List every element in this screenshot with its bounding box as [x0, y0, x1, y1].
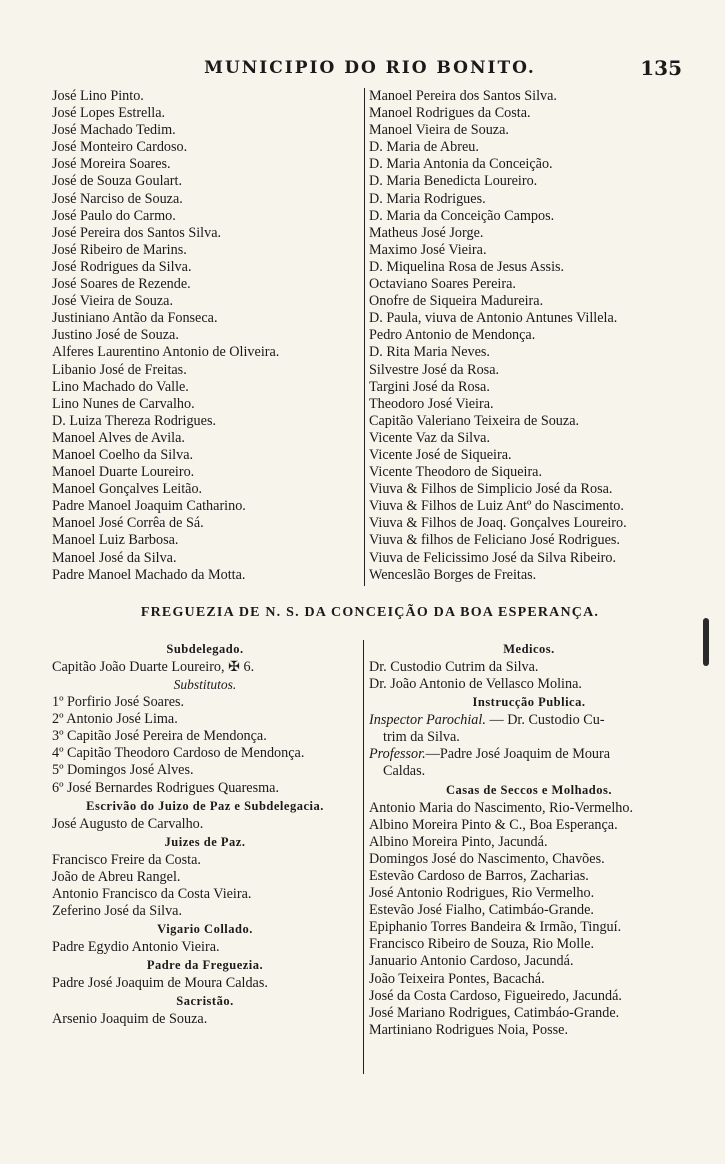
substituto-item: 6º José Bernardes Rodrigues Quaresma. — [52, 779, 280, 796]
list-item: D. Miquelina Rosa de Jesus Assis. — [369, 258, 565, 275]
list-item: Padre Manoel Machado da Motta. — [52, 566, 246, 583]
list-item: D. Maria de Abreu. — [369, 139, 479, 156]
substituto-item: 5º Domingos José Alves. — [52, 762, 194, 779]
juiz-item: Francisco Freire da Costa. — [52, 851, 201, 868]
escrivao-name: José Augusto de Carvalho. — [52, 815, 204, 832]
subdelegado-heading: Subdelegado. — [166, 642, 244, 656]
casa-item: Domingos José do Nascimento, Chavões. — [369, 850, 605, 867]
list-item: Vicente Theodoro de Siqueira. — [369, 464, 543, 481]
list-item: Manoel José Corrêa de Sá. — [52, 515, 204, 532]
casa-item: Antonio Maria do Nascimento, Rio-Vermelho. — [369, 799, 633, 816]
medicos-list — [369, 659, 689, 693]
list-item: José Monteiro Cardoso. — [52, 139, 188, 156]
list-item: Pedro Antonio de Mendonça. — [369, 327, 536, 344]
casa-item: Albino Moreira Pinto, Jacundá. — [369, 833, 548, 850]
professor-label: Professor. — [369, 746, 426, 763]
list-item: José Narciso de Souza. — [52, 190, 183, 207]
professor-entry — [369, 746, 689, 763]
page-number: 135 — [640, 56, 682, 80]
vigario-name: Padre Egydio Antonio Vieira. — [52, 939, 220, 956]
vigario-heading: Vigario Collado. — [157, 922, 253, 937]
substituto-item: 2º Antonio José Lima. — [52, 711, 178, 728]
casa-item: Epiphanio Torres Bandeira & Irmão, Tinguí. — [369, 919, 622, 936]
list-item: José Ribeiro de Marins. — [52, 241, 187, 258]
list-item: D. Rita Maria Neves. — [369, 344, 490, 361]
list-item: José Lino Pinto. — [52, 88, 144, 104]
left-name-column — [52, 88, 362, 584]
casa-item: Estevão Cardoso de Barros, Zacharias. — [369, 867, 589, 884]
list-item: Viuva & filhos de Feliciano José Rodrigues. — [369, 532, 620, 549]
medico-item: Dr. João Antonio de Vellasco Molina. — [369, 676, 582, 693]
list-item: Manoel José da Silva. — [52, 549, 177, 566]
substitutos-heading: Substitutos. — [173, 677, 237, 693]
list-item: José Lopes Estrella. — [52, 105, 166, 122]
list-item: Manoel Rodrigues da Costa. — [369, 105, 531, 122]
list-item: Maximo José Vieira. — [369, 241, 487, 258]
casas-heading: Casas de Seccos e Molhados. — [446, 782, 612, 797]
casa-item: Januario Antonio Cardoso, Jacundá. — [369, 953, 574, 970]
list-item: José Paulo do Carmo. — [52, 207, 176, 224]
inspector-entry — [369, 712, 689, 729]
list-item: Vicente José de Siqueira. — [369, 446, 512, 463]
page-header — [50, 58, 690, 82]
juizes-list — [52, 852, 358, 920]
list-item: Viuva & Filhos de Simplicio José da Rosa. — [369, 481, 613, 498]
substituto-item: 4º Capitão Theodoro Cardoso de Mendonça. — [52, 745, 305, 762]
list-item: Manoel Pereira dos Santos Silva. — [369, 88, 557, 104]
section-left-column — [52, 640, 358, 1028]
professor-continuation: Caldas. — [383, 763, 426, 780]
casa-item: Albino Moreira Pinto & C., Boa Esperança. — [369, 816, 618, 833]
juiz-item: Antonio Francisco da Costa Vieira. — [52, 885, 252, 902]
list-item: Padre Manoel Joaquim Catharino. — [52, 498, 246, 515]
list-item: Capitão Valeriano Teixeira de Souza. — [369, 412, 580, 429]
inspector-text: — Dr. Custodio Cu- — [489, 712, 605, 729]
list-item: Viuva de Felicissimo José da Silva Ribeiro. — [369, 549, 617, 566]
medico-item: Dr. Custodio Cutrim da Silva. — [369, 659, 539, 675]
list-item: D. Maria Antonia da Conceição. — [369, 156, 553, 173]
list-item: Octaviano Soares Pereira. — [369, 276, 516, 293]
section-right-column — [369, 640, 689, 1039]
list-item: Manoel Coelho da Silva. — [52, 446, 194, 463]
list-item: Manoel Vieira de Souza. — [369, 122, 509, 139]
list-item: Justiniano Antão da Fonseca. — [52, 310, 218, 327]
substitutos-list — [52, 694, 358, 797]
professor-text: —Padre José Joaquim de Moura — [425, 746, 611, 763]
ink-mark — [703, 618, 709, 666]
medicos-heading: Medicos. — [503, 642, 555, 656]
list-item: Vicente Vaz da Silva. — [369, 429, 491, 446]
right-name-column — [369, 88, 689, 584]
casa-item: José Mariano Rodrigues, Catimbáo-Grande. — [369, 1004, 620, 1021]
instrucao-heading: Instrucção Publica. — [472, 695, 586, 710]
inspector-label: Inspector Parochial. — [369, 712, 486, 729]
casa-item: Francisco Ribeiro de Souza, Rio Molle. — [369, 936, 594, 953]
inspector-continuation: trim da Silva. — [383, 729, 460, 746]
casa-item: Estevão José Fialho, Catimbáo-Grande. — [369, 902, 594, 919]
list-item: Alferes Laurentino Antonio de Oliveira. — [52, 344, 280, 361]
column-divider — [364, 88, 365, 586]
list-item: Targini José da Rosa. — [369, 378, 490, 395]
juizes-heading: Juizes de Paz. — [164, 834, 246, 849]
list-item: Viuva & Filhos de Luiz Antº do Nascimento. — [369, 498, 624, 515]
section-title: FREGUEZIA DE N. S. DA CONCEIÇÃO DA BOA ESPERANÇA. — [140, 605, 600, 620]
list-item: Silvestre José da Rosa. — [369, 361, 500, 378]
casa-item: José da Costa Cardoso, Figueiredo, Jacundá. — [369, 987, 622, 1004]
list-item: José Soares de Rezende. — [52, 276, 191, 293]
list-item: D. Maria Benedicta Loureiro. — [369, 173, 538, 190]
list-item: D. Luiza Thereza Rodrigues. — [52, 412, 217, 429]
list-item: D. Maria da Conceição Campos. — [369, 207, 555, 224]
list-item: José Vieira de Souza. — [52, 293, 174, 310]
casas-list — [369, 800, 689, 1039]
list-item: José de Souza Goulart. — [52, 173, 183, 190]
list-item: Matheus José Jorge. — [369, 224, 484, 241]
substituto-item: 1º Porfirio José Soares. — [52, 694, 185, 711]
casa-item: João Teixeira Pontes, Bacachá. — [369, 970, 545, 987]
list-item: Theodoro José Vieira. — [369, 395, 494, 412]
section-column-divider — [363, 640, 364, 1074]
list-item: Onofre de Siqueira Madureira. — [369, 293, 544, 310]
list-item: D. Maria Rodrigues. — [369, 190, 486, 207]
padre-heading: Padre da Freguezia. — [146, 958, 264, 973]
list-item: Manoel Gonçalves Leitão. — [52, 481, 203, 498]
list-item: Viuva & Filhos de Joaq. Gonçalves Loureiro. — [369, 515, 627, 532]
list-item: D. Paula, viuva de Antonio Antunes Villela. — [369, 310, 618, 327]
juiz-item: Zeferino José da Silva. — [52, 903, 183, 920]
substituto-item: 3º Capitão José Pereira de Mendonça. — [52, 728, 267, 745]
casa-item: José Antonio Rodrigues, Rio Vermelho. — [369, 885, 595, 902]
page-title: MUNICIPIO DO RIO BONITO. — [204, 58, 536, 78]
sacristao-heading: Sacristão. — [176, 994, 234, 1009]
list-item: Manoel Duarte Loureiro. — [52, 464, 195, 481]
padre-name: Padre José Joaquim de Moura Caldas. — [52, 975, 268, 992]
list-item: José Pereira dos Santos Silva. — [52, 224, 222, 241]
list-item: Manoel Alves de Avila. — [52, 429, 185, 446]
juiz-item: João de Abreu Rangel. — [52, 868, 181, 885]
list-item: Justino José de Souza. — [52, 327, 179, 344]
list-item: Libanio José de Freitas. — [52, 361, 187, 378]
list-item: José Rodrigues da Silva. — [52, 258, 192, 275]
subdelegado-name: Capitão João Duarte Loureiro, ✠ 6. — [52, 659, 255, 675]
sacristao-name: Arsenio Joaquim de Souza. — [52, 1011, 208, 1028]
list-item: Manoel Luiz Barbosa. — [52, 532, 179, 549]
casa-item: Martiniano Rodrigues Noia, Posse. — [369, 1021, 568, 1038]
list-item: José Moreira Soares. — [52, 156, 171, 173]
list-item: Lino Nunes de Carvalho. — [52, 395, 195, 412]
list-item: Wenceslão Borges de Freitas. — [369, 566, 537, 583]
list-item: José Machado Tedim. — [52, 122, 176, 139]
list-item: Lino Machado do Valle. — [52, 378, 189, 395]
escrivao-heading: Escrivão do Juizo de Paz e Subdelegacia. — [86, 798, 324, 813]
